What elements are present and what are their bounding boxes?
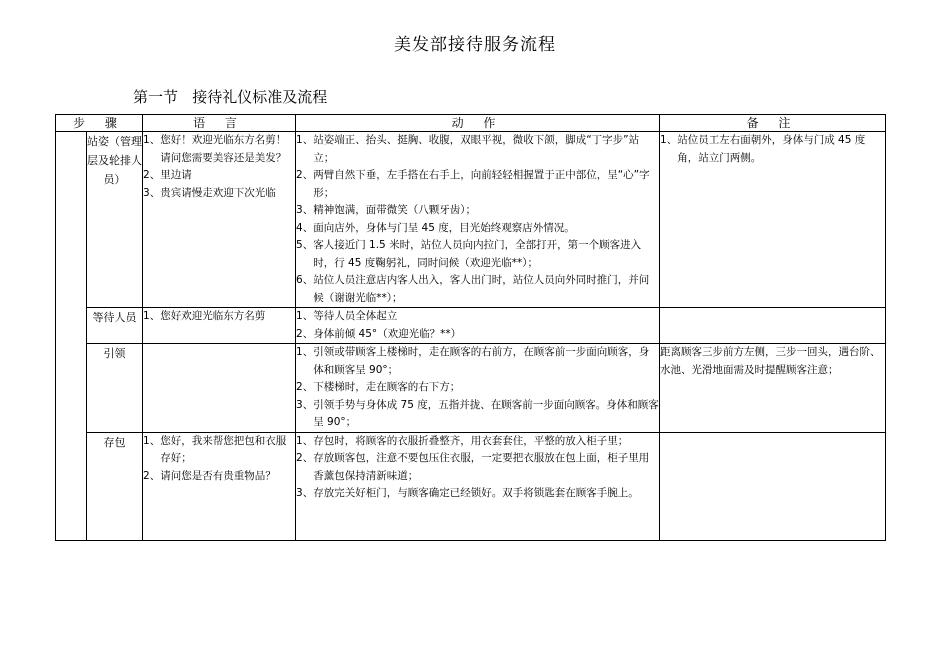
language-cell [143, 308, 296, 344]
list-item: 3、 贵宾请慢走欢迎下次光临 [143, 186, 276, 199]
header-language: 语 言 [143, 115, 296, 132]
action-cell [296, 308, 660, 344]
list-item: 2、 两臂自然下垂，左手搭在右手上，向前轻轻相握置于正中部位，呈“心”字形； [296, 169, 650, 199]
reception-procedure-table [55, 114, 886, 541]
table-row [56, 344, 886, 433]
list-item: 1、 站位员工左右面朝外，身体与门成 45 度角，站立门两侧。 [660, 134, 866, 164]
table-row [56, 432, 886, 540]
list-item: 1、 您好！欢迎光临东方名剪！请问您需要美容还是美发？ [143, 134, 287, 164]
header-step: 步 骤 [56, 115, 143, 132]
list-item: 1、 引领或带顾客上楼梯时，走在顾客的右前方，在顾客前一步面向顾客，身体和顾客呈 90°； [296, 346, 650, 376]
language-cell [143, 344, 296, 433]
table-row [56, 132, 886, 308]
list-item: 1、 存包时，将顾客的衣服折叠整齐，用衣套套住，平整的放入柜子里； [296, 434, 629, 447]
step-cell: 等待人员 [87, 308, 143, 344]
list-item: 2、 请问您是否有贵重物品？ [143, 469, 276, 482]
action-cell [296, 432, 660, 540]
list-item: 1、 等待人员全体起立 [296, 310, 398, 322]
blank-side-cell [56, 132, 87, 541]
list-item: 1、 站姿端正、抬头、挺胸、收腹，双眼平视，微收下颌，脚成“丁字步”站立； [296, 134, 640, 164]
step-cell: 引领 [87, 344, 143, 433]
remark-cell [660, 308, 886, 344]
language-cell [143, 132, 296, 308]
action-cell [296, 344, 660, 433]
document-title: 美发部接待服务流程 [394, 35, 556, 55]
table-header-row [56, 115, 886, 132]
action-cell [296, 132, 660, 308]
header-action: 动 作 [296, 115, 660, 132]
list-item: 4、 面向店外，身体与门呈 45 度，目光始终观察店外情况。 [296, 221, 575, 234]
list-item: 3、 精神饱满，面带微笑（八颗牙齿）； [296, 204, 476, 216]
section-heading: 第一节 接待礼仪标准及流程 [133, 88, 328, 106]
remark-cell [660, 132, 886, 308]
language-cell [143, 432, 296, 540]
table-row [56, 308, 886, 344]
list-item: 2、 里边请 [143, 169, 192, 181]
step-cell: 站姿（管理层及轮排人员） [87, 132, 143, 308]
header-remark: 备 注 [660, 115, 886, 132]
list-item: 5、 客人接近门 1.5 米时，站位人员向内拉门，全部打开，第一个顾客进入时，行 45 度鞠躬礼，同时问候（欢迎光临**）； [296, 239, 642, 269]
list-item: 3、 引领手势与身体成 75 度，五指并拢、在顾客前一步面向顾客。身体和顾客呈 90°； [296, 398, 659, 428]
list-item: 1、 您好，我来帮您把包和衣服存好； [143, 434, 287, 464]
remark-cell [660, 432, 886, 540]
list-item: 3、 存放完关好柜门，与顾客确定已经锁好。双手将锁匙套在顾客手腕上。 [296, 487, 639, 499]
list-item: 2、 存放顾客包，注意不要包压住衣服，一定要把衣服放在包上面，柜子里用香薰包保持清新味道； [296, 452, 650, 482]
list-item: 1、 您好欢迎光临东方名剪 [143, 310, 266, 322]
step-cell: 存包 [87, 432, 143, 540]
remark-cell: 距离顾客三步前方左侧，三步一回头，遇台阶、水池、光滑地面需及时提醒顾客注意； [660, 344, 886, 433]
list-item: 2、 身体前倾 45°（欢迎光临？**） [296, 327, 462, 340]
list-item: 2、 下楼梯时，走在顾客的右下方； [296, 381, 461, 393]
list-item: 6、 站位人员注意店内客人出入，客人出门时，站位人员向外同时推门，并问候（谢谢光临**）； [296, 274, 650, 304]
